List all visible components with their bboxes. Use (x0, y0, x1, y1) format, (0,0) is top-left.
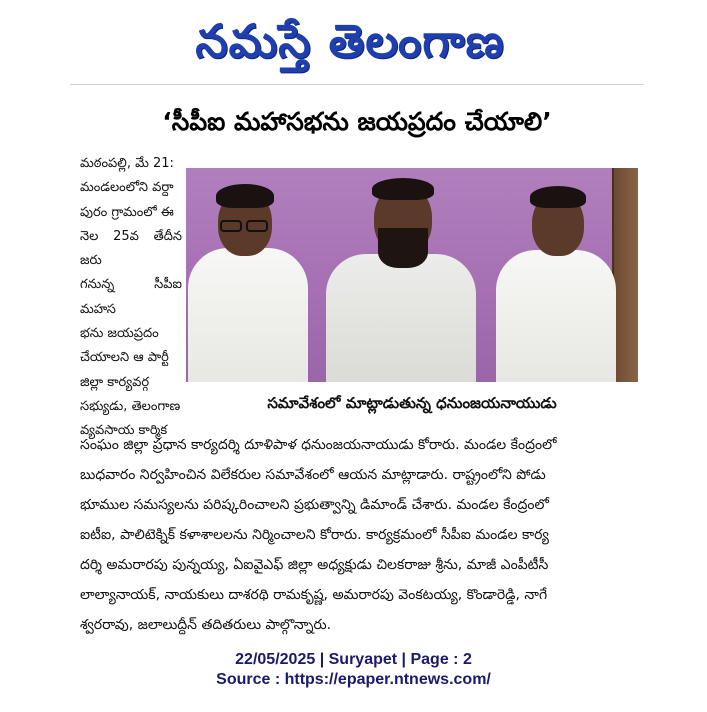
lead-line: సభ్యుడు, తెలంగాణ (80, 398, 181, 414)
article-photo (186, 168, 638, 382)
article-body (80, 430, 638, 640)
body-line: లాల్యానాయక్, నాయకులు దాశరథి రామకృష్ణ, అమరారపు వెంకటయ్య, కొండారెడ్డి, నాగే (80, 587, 548, 603)
lead-line: భను జయప్రదం (80, 326, 159, 342)
lead-line: నెల 25వ తేదీన జరు (80, 228, 182, 269)
lead-line: మఠంపల్లి, మే 21: (80, 156, 174, 171)
meta-date: 22/05/2025 (235, 651, 316, 668)
lead-line: గనున్న సీపీఐ మహస (80, 277, 182, 317)
body-line: ఐటీఐ, పాలిటెక్నిక్ కళాశాలలను నిర్మించాలని కోరారు. కార్యక్రమంలో సీపీఐ మండల కార్య (80, 527, 549, 543)
body-line: సంఘం జిల్లా ప్రధాన కార్యదర్శి దూళిపాళ ధనుంజయనాయుడు కోరారు. మండల కేంద్రంలో (80, 437, 557, 453)
body-line: భూముల సమస్యలను పరిష్కరించాలని ప్రభుత్వాన్ని డిమాండ్ చేశారు. మండల కేంద్రంలో (80, 497, 549, 513)
article-headline: ‘సీపీఐ మహాసభను జయప్రదం చేయాలి’ (162, 107, 552, 136)
body-line: శ్వరరావు, జలాలుద్దీన్ తదితరులు పాల్గొన్నారు. (80, 617, 332, 633)
lead-line: పురం గ్రామంలో ఈ (80, 204, 174, 220)
lead-line: మండలంలోని వర్దా (80, 180, 174, 196)
meta-separator: | (401, 651, 407, 668)
meta-page: Page : 2 (410, 651, 472, 668)
lead-line: జిల్లా కార్యవర్గ (80, 374, 150, 390)
body-line: బుధవారం నిర్వహించిన విలేకరుల సమావేశంలో ఆయన మాట్లాడారు. రాష్ట్రంలోని పోడు (80, 467, 546, 483)
lead-line: చేయాలని ఆ పార్టీ (80, 350, 169, 366)
lead-line: వ్యవసాయ కార్మిక (80, 423, 168, 439)
meta-separator: | (319, 651, 325, 668)
date-location-page (0, 650, 707, 670)
body-line: దర్శి అమరారపు పున్నయ్య, ఏఐవైఎఫ్ జిల్లా అధ్యక్షుడు చిలకరాజు శ్రీను, మాజీ ఎంపీటీసీ (80, 557, 549, 573)
article-lead-column (80, 152, 182, 444)
epaper-meta (0, 650, 707, 690)
meta-location: Suryapet (328, 651, 398, 668)
photo-caption: సమావేశంలో మాట్లాడుతున్న ధనుంజయనాయుడు (186, 386, 638, 420)
newspaper-masthead: నమస్తే తెలంగాణ (195, 14, 505, 68)
meta-source: Source : https://epaper.ntnews.com/ (216, 671, 491, 688)
